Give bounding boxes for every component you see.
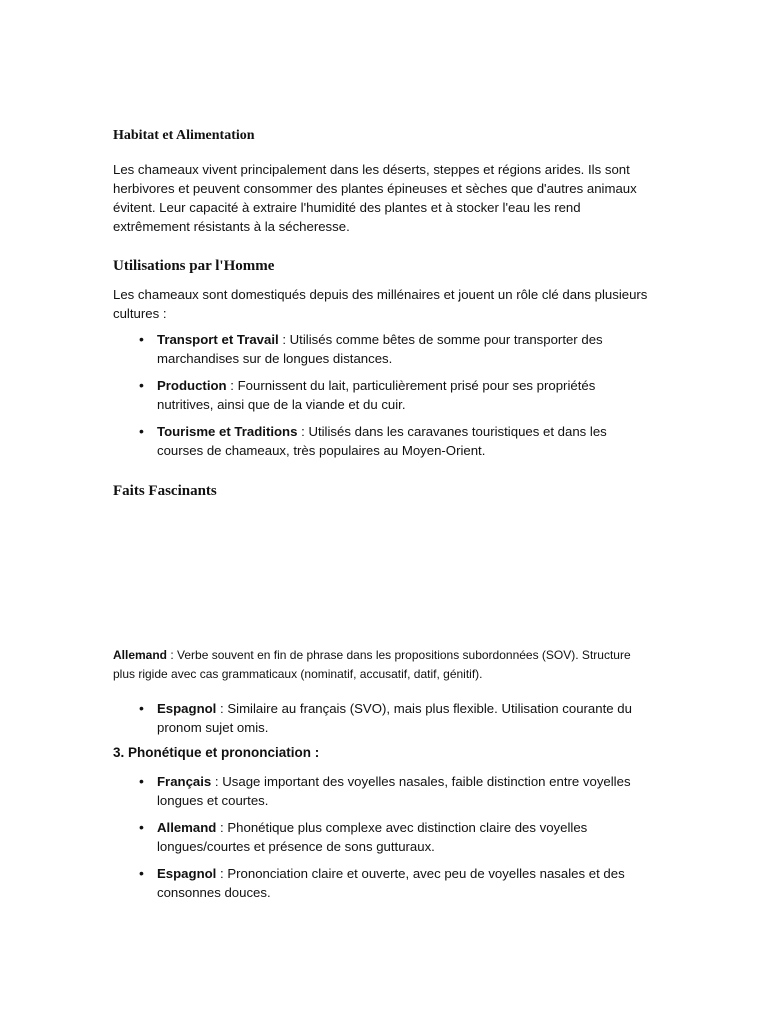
list-item [113, 772, 653, 810]
bullet-icon: • [139, 773, 144, 789]
list-item [113, 699, 653, 737]
list-item-term: Allemand [157, 820, 217, 835]
list-item-term: Production [157, 378, 227, 393]
heading-utilisations: Utilisations par l'Homme [113, 258, 275, 274]
list-item-term: Espagnol [157, 866, 217, 881]
list-item [113, 376, 653, 414]
list-item-text: : Utilisés comme bêtes de somme pour transporter des marchandises sur de longues distances. [157, 332, 603, 366]
bullet-icon: • [139, 331, 144, 347]
list-espagnol [113, 699, 653, 737]
heading-faits-fascinants: Faits Fascinants [113, 483, 217, 499]
heading-phonetique: 3. Phonétique et prononciation : [113, 745, 320, 760]
bullet-icon: • [139, 423, 144, 439]
list-item-term: Tourisme et Traditions [157, 424, 298, 439]
list-item [113, 422, 653, 460]
paragraph-term: Allemand [113, 648, 168, 662]
heading-habitat: Habitat et Alimentation [113, 128, 255, 143]
list-item-text: : Usage important des voyelles nasales, faible distinction entre voyelles longues et courtes. [157, 774, 631, 808]
list-item [113, 864, 653, 902]
paragraph-habitat: Les chameaux vivent principalement dans les déserts, steppes et régions arides. Ils sont herbivores et peuvent consommer des plantes épineuses et sèches que d'autres animaux évitent. Leur capacité à extraire l'humidité des plantes et à stocker l'eau les rend extrêmement résistants à la sécheresse. [113, 162, 637, 234]
bullet-icon: • [139, 377, 144, 393]
paragraph-utilisations-intro: Les chameaux sont domestiqués depuis des millénaires et jouent un rôle clé dans plusieurs cultures : [113, 287, 648, 321]
list-item-text: : Prononciation claire et ouverte, avec peu de voyelles nasales et des consonnes douces. [157, 866, 625, 900]
list-phonetique [113, 772, 653, 902]
list-item [113, 330, 653, 368]
bullet-icon: • [139, 700, 144, 716]
list-utilisations [113, 330, 653, 460]
bullet-icon: • [139, 865, 144, 881]
list-item-term: Transport et Travail [157, 332, 279, 347]
list-item-text: : Utilisés dans les caravanes touristiques et dans les courses de chameaux, très populaires au Moyen-Orient. [157, 424, 607, 458]
list-item-term: Espagnol [157, 701, 217, 716]
paragraph-allemand [113, 646, 653, 684]
bullet-icon: • [139, 819, 144, 835]
list-item [113, 818, 653, 856]
list-item-text: : Similaire au français (SVO), mais plus flexible. Utilisation courante du pronom sujet omis. [157, 701, 632, 735]
list-item-text: : Phonétique plus complexe avec distinction claire des voyelles longues/courtes et présence de sons gutturaux. [157, 820, 588, 854]
paragraph-text: : Verbe souvent en fin de phrase dans les propositions subordonnées (SOV). Structure plus rigide avec cas grammaticaux (nominatif, accusatif, datif, génitif). [113, 648, 631, 681]
list-item-term: Français [157, 774, 212, 789]
list-item-text: : Fournissent du lait, particulièrement prisé pour ses propriétés nutritives, ainsi que de la viande et du cuir. [157, 378, 596, 412]
